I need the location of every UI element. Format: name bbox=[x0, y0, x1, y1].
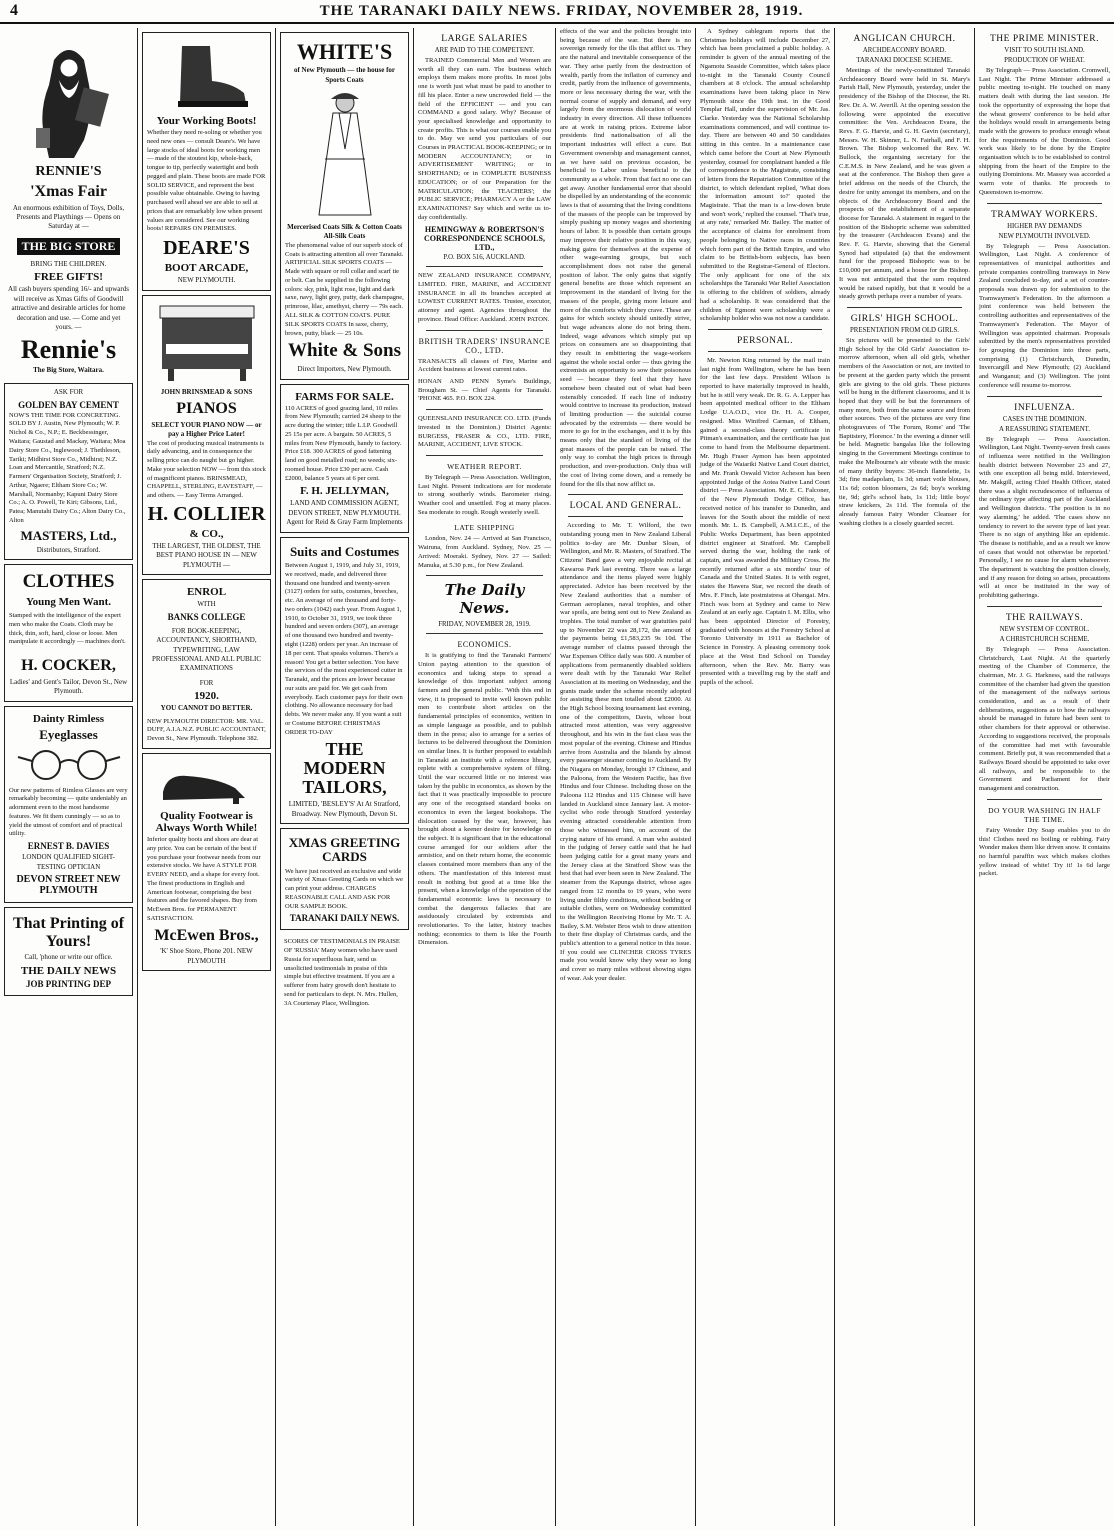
local-general-body: According to Mr. T. Wilford, the two outstanding young men in New Zealand Liberal politics to-day are Mr. Dunbar Sloan, of Wellington, and Mr. R. Masters, of Stratford. The Citizens' Band gave a very enjoyable recital at Kawaroa Park last evening. There was a large attendance and the items played were highly appreciated. Advice has been received by the New Zealand authorities that a number of German aeroplanes, naval trophies, and other war spoils, are being sent out to New Zealand as trophies. The total number of war gratuities paid up to November 22 was 28,172, the amount of the payments being £1,583,235 9s 10d. The average number of claims passed through the War Expenses Office daily was 600. A number of applications from permanently disabled soldiers were dealt with by the Taranaki War Relief Association at its meeting on Wednesday, and the grants made under the scheme recently adopted for assisting these men totalled about £2000. At the High School boxing tournament last evening, one of the competitors, Davis, whose bout attracted most attention, was very aggressive throughout, and his win in the fast class was the most popular of the evening. Chinese and Hindus arrive from Australia and the Islands by almost every passenger steamer coming to Auckland. By the Niagara on Monday, brought 17 Chinese, and the Paloona, from the Western Pacific, has five Hindus and four Chinese. Including those on the Paloona 112 Hindus and 115 Chinese will have landed in Auckland since January last. A motor-cyclist who rode through Stratford yesterday evening attracted considerable attention from those who witnessed him, on account of the crying nature of his errand. A man who assisted in the judging of Jersey cattle said that he had been judging cattle for a great many years and the Jersey class at the Stratford Show was the best that had ever been seen in New Zealand. The steamer from the Kapunga district, whose ages ranged from 12 months to 19 years, who were living under filthy conditions, without bedding or suitable clothes, were on Wednesday committed to the Wellington Receiving Home by Mr. T. A. Bailey, S.M. Webster Bros wish to draw attention to their fine display of Christmas cards, and the public's attention to a general notice in this issue. If you could see CLINCHER CROSS TYRES made you would know why they wear so long and cover so many miles without showing signs of wear. Ask your dealer. bbox=[560, 522, 691, 982]
clothes-body: Stamped with the intelligence of the expert men who make the Coats. Cloth may be thick, thin, soft, hard, close or loose. Men manipulate it accordingly — machines don't. bbox=[9, 611, 126, 646]
spectacles-icon bbox=[14, 747, 124, 783]
piano-ad bbox=[142, 295, 271, 576]
pianos-sub: SELECT YOUR PIANO NOW — or pay a Higher Price Later! bbox=[151, 420, 262, 439]
hemingway-sub: P.O. BOX 516, AUCKLAND. bbox=[443, 254, 526, 262]
enrol-title: ENROL bbox=[186, 586, 227, 599]
farms-title: FARMS FOR SALE. bbox=[295, 390, 394, 403]
washing-body: Fairy Wonder Dry Soap enables you to do this! Clothes need no boiling or rubbing. Fairy Wonder makes them like driven snow. It contains no harmful paraffin wax which makes clothes yellow instead of white! Try it! 1s 6d large packet. bbox=[979, 826, 1110, 878]
enrol-with: WITH bbox=[197, 600, 216, 609]
piano-icon bbox=[152, 304, 262, 384]
anglican-title: ANGLICAN CHURCH. bbox=[853, 34, 956, 44]
clothes-sub: Young Men Want. bbox=[25, 595, 112, 608]
printing-sub: Call, 'phone or write our office. bbox=[24, 953, 113, 962]
daily-news-label: THE DAILY NEWS bbox=[20, 964, 117, 977]
whites-location: Direct Importers, New Plymouth. bbox=[297, 365, 392, 374]
railways-body: By Telegraph — Press Association. Christchurch, Last Night. At the quarterly meeting of the Chamber of Commerce, the chairman, Mr. J. G. Harkness, said the railways committee of the chamber had given the question of the management of the railways serious consideration, and as a result of their deliberations, suggestions as to how the railways should be managed in future had been sent to other chambers for their approval or otherwise. According to suggestions received, the proposals of the committee had met with favourable comment. Briefly put, it was recommended that a Railways Board should be appointed to take over all railways, and be responsible to the Government and Parliament for their management and construction. bbox=[979, 645, 1110, 793]
diocese-title: TARANAKI DIOCESE SCHEME. bbox=[856, 57, 953, 64]
column-2 bbox=[138, 28, 276, 1526]
davies-sub: LONDON QUALIFIED SIGHT-TESTING OPTICIAN bbox=[22, 853, 115, 871]
banks-for: FOR bbox=[199, 678, 214, 687]
banks-body: FOR BOOK-KEEPING, ACCOUNTANCY, SHORTHAND, TYPEWRITING, LAW PROFESSIONAL AND ALL PUBLIC EXAMINATIONS bbox=[152, 626, 261, 673]
economics-continued: effects of the war and the policies brought into being because of the war. But there is no sovereign remedy for the ills that afflict us. They are the natural and inevitable consequence of the war. They arise partly from the destruction of wealth, partly from the inflation of currency and credit, partly from the influence of governments, more or less necessary during the war, with the normal course of supply and demand, and very largely from the enormous dislocation of world industry in every direction. All these influences are at work in raising prices. Extreme labor presidents find nationalisation of all the important industries will effect a cure. But Government ownership and management cannot, as we have said on previous occasion, be beneficial to Labor unless beneficial to the community as a whole. From that fact no one can get away. Another fundamental error that should be dispelled by an understanding of the economic laws is that of assuming that the living conditions of the masses of the people can be improved by simply pushing up money wages and shortening hours of labor. It is possible than certain groups may improve their relative position in this way, making gains for themselves at the expense of other wage-earning groups, but such accomplishment does not raise the general position of labor. The only gains that signify general benefits are those which represent an improvement in the standard of living for the masses of the people, giving more leisure and more of the comforts which they crave. These are gains for which society should unitedly strive, but wage advances alone do not bring them. Indeed, wage advances which simply put up prices on consumers are so disappointing that they result in embittering the wage-workers against the whole social order — thus giving the extremists an opportunity to sow their poisonous seed — because they feel that they have somehow been cheated out of what had been ostensibly conceded. If each line of industry would contrive to increase its production, instead of limiting production — the suicidal course advocated by the extremists — there would be more to go for in the exchanges, and it is by this means only that the standard of living of the great masses of the people can be raised. The only way to combat the high prices is through production, and over-production. Only thus will the cost of living come down, and a remedy be found for the ills that now afflict us. bbox=[560, 28, 691, 488]
mcewen-name: McEwen Bros., bbox=[154, 926, 259, 944]
tdn-label: TARANAKI DAILY NEWS. bbox=[289, 913, 400, 924]
whites-body: The phenomenal value of our superb stock of Coats is attracting attention all over Taranaki. ARTIFICIAL SILK SPORTS COATS — Made with square or roll collar and scarf tie or belt. Can be supplied in the following colors: sky, pink, light rose, light and dark saxe, navy, light grey, putty, dark champagne, primrose, lilac, amethyst, cherry — 79s each. ALL SILK & COTTON COATS. PURE SILK SPORTS COATS In saxe, cherry, brown, putty, black — 25 10s. bbox=[285, 241, 404, 337]
column-8 bbox=[975, 28, 1114, 1526]
banks-college-ad bbox=[142, 579, 271, 749]
santa-icon bbox=[24, 40, 114, 160]
column-4 bbox=[414, 28, 556, 1526]
brinsmead-sign: JOHN BRINSMEAD & SONS bbox=[160, 387, 253, 396]
russia-body: SCORES OF TESTIMONIALS IN PRAISE OF 'RUSSIA' Many women who have used Russia for superfluous hair, send us unsolicited testimonials in praise of this simple but effective treatment. If you are a sufferer from hairy growth don't hesitate to send for particulars to dept. N. Mrs. Hullen, 3A Courtenay Place, Wellington. bbox=[284, 938, 400, 1007]
newspaper-title: THE TARANAKI DAILY NEWS. FRIDAY, NOVEMBER 28, 1919. bbox=[319, 2, 804, 19]
washing-title: DO YOUR WASHING IN HALF THE TIME. bbox=[988, 805, 1101, 824]
pm-sub: VISIT TO SOUTH ISLAND. bbox=[1004, 47, 1085, 54]
footwear-title: Quality Footwear is Always Worth While! bbox=[155, 810, 258, 834]
railways-sub2: A CHRISTCHURCH SCHEME. bbox=[999, 635, 1090, 643]
footwear-ad bbox=[142, 753, 271, 971]
influenza-sub2: A REASSURING STATEMENT. bbox=[999, 425, 1090, 433]
rennies-location: The Big Store, Waitara. bbox=[33, 365, 104, 374]
masthead bbox=[0, 0, 1114, 24]
banks-cant: YOU CANNOT DO BETTER. bbox=[160, 704, 253, 713]
deares-location: NEW PLYMOUTH. bbox=[177, 276, 236, 285]
influenza-title: INFLUENZA. bbox=[1014, 402, 1075, 413]
daily-news-gothic-title: The Daily News. bbox=[444, 581, 525, 618]
girls-high-body: Six pictures will be presented to the Girls' High School by the Old Girls' Association to-morrow afternoon, when all old girls, whether members of the Association or not, are invited to be present at the garden party which the present girls are giving to the old girls. These pictures will be hung in the different classrooms, and it is hoped that they will be but the forerunners of many more, both from the same source and from other sources. Two of the pictures are very fine photogravures of 'The Forum, Rome' and 'The Baptistery, Florence.' In the evening a dinner will be held. Magnetic bangalas like the following singing in the Government Meetings continue to make the Melbourne's air vibrate with the music of many thrifty buyers: 36-inch flannelette, 1s 3d; fine madapolam, 1s 3d; smart voile blouses, 11s 6d; cotton bloomers, 2s 6d; boy's working tie, 9d; girl's school hats, 1s 11d; little boys' straw knickers, 2s 11d. The formula of the already famous Fairy Wonder Cleanser for washing clothes is a closely guarded secret. bbox=[839, 336, 970, 527]
influenza-sub: CASES IN THE DOMINION. bbox=[1002, 415, 1087, 423]
railways-title: THE RAILWAYS. bbox=[1005, 612, 1084, 623]
column-7 bbox=[835, 28, 975, 1526]
cement-ad bbox=[4, 383, 133, 560]
shoe-icon bbox=[157, 762, 257, 806]
devon-street: DEVON STREET NEW PLYMOUTH bbox=[16, 873, 121, 896]
shipping-title: LATE SHIPPING bbox=[454, 523, 515, 533]
influenza-body: By Telegraph — Press Association. Wellington, Last Night. Twenty-seven fresh cases of influenza were notified in the Wellington health district between November 23 and 27, with one exception all being mild. Interviewed, Mr. Makgill, acting Chief Health Officer, stated there was a slight recrudescence of influenza of the ordinary type affecting part of the Auckland and Wellington districts. 'The position is in no way alarming,' he added. 'The cases show no tendency to revert to the severe type of last year. There is no sign of anything like an epidemic. The disease is notifiable, and as a result we know of cases that would not otherwise be reported.' Personally, I see no cause for alarm whatsoever. The department is watching the position closely, and if any reason for doing so arises, precautions will at once be instituted in the way of prohibiting gatherings. bbox=[979, 435, 1110, 600]
british-traders-body: TRANSACTS all classes of Fire, Marine and Accident business at lowest current rates. bbox=[418, 357, 551, 374]
eyeglasses-body: Our new patterns of Rimless Glasses are very remarkably becoming — quite undeniably an adornment even to the most handsome features. We fit them cunningly — so as to yield the utmost of comfort and of practical utility. bbox=[9, 786, 128, 838]
cocker-sub: Ladies' and Gent's Tailor, Devon St., New Plymouth. bbox=[9, 677, 128, 696]
eyeglasses-ad bbox=[4, 706, 133, 903]
salaries-sub: ARE PAID TO THE COMPETENT. bbox=[434, 47, 535, 54]
whites-ad bbox=[280, 32, 409, 380]
british-traders-title: BRITISH TRADERS' INSURANCE CO., LTD. bbox=[418, 336, 551, 355]
girls-high-sub: PRESENTATION FROM OLD GIRLS. bbox=[850, 326, 959, 334]
woman-coat-illustration bbox=[305, 89, 385, 219]
whites-big: White & Sons bbox=[288, 340, 401, 362]
davies-name: ERNEST B. DAVIES bbox=[27, 841, 110, 852]
pianos-title: PIANOS bbox=[176, 400, 237, 418]
job-printing-label: JOB PRINTING DEP bbox=[25, 978, 111, 989]
rennies-xmas-fair: 'Xmas Fair bbox=[30, 183, 107, 200]
rennies-bring: BRING THE CHILDREN. bbox=[30, 259, 107, 268]
jellyman-sub: LAND AND COMMISSION AGENT, DEVON STREET, NEW PLYMOUTH. Agent for Reid & Gray Farm Implements bbox=[286, 499, 403, 527]
deares-name: DEARE'S bbox=[163, 237, 250, 260]
cement-body: NOW'S THE TIME FOR CONCRETING. SOLD BY J. Austin, New Plymouth; W. P. Nichol & Co., N.P.; E. Beckbessinger, Waitara; Gaustad and Mackay, Waitara; Moa Dairy Store Co., Inglewood; J. Thethleson, Tariki; Midhirst Store Co., Midhirst; N.Z. Loan and Mercantile, Stratford; N.Z. Farmers' Organisation Society, Stratford; J. Arthur, Ngaere; Eltham Store Co.; W. Marshall, Normanby; Kapuni Dairy Store Co.; A. O. Powell, Te Kiri; Gibsons, Ltd., Patea; Manutahi Dairy Co.; Alton Dairy Co., Alton bbox=[9, 411, 126, 524]
printing-title: That Printing of Yours! bbox=[12, 914, 125, 950]
banks-college-name: BANKS COLLEGE bbox=[167, 611, 246, 622]
personal-title: PERSONAL. bbox=[737, 335, 793, 346]
collier-name: H. COLLIER bbox=[147, 502, 266, 525]
suits-title: Suits and Costumes bbox=[289, 543, 400, 559]
tramway-sub2: NEW PLYMOUTH INVOLVED. bbox=[998, 232, 1091, 240]
salaries-body: TRAINED Commercial Men and Women are worth all they can earn. The business which employs them makes more profits. In most jobs one is worth just what must be paid to another to fill his place. Enter a new uncrowded field — the field of the EFFICIENT — and you can COMMAND a good salary. Why? Because of your specialised knowledge and opportunity to create profits. This is what our courses enable you to do. May we send you particulars of our Courses in PRACTICAL BOOK-KEEPING; or in MODERN ACCOUNTANCY; or in ADVERTISEMENT WRITING; or in SHORTHAND; or in COMPLETE BUSINESS EDUCATION; or of our Preparation for the MATRICULATION; the TEACHERS'; the PUBLIC SERVICE; PHARMACY A or the LAW EXAMINATIONS? Say which and write us to-day confidentially. bbox=[418, 57, 551, 221]
clothes-title: CLOTHES bbox=[22, 571, 115, 593]
duff-director: NEW PLYMOUTH DIRECTOR: MR. VAL. DUFF, A.I.A.N.Z. PUBLIC ACCOUNTANT, Devon St., New Plymouth. Telephone 382. bbox=[147, 717, 266, 743]
queensland-insurance: QUEENSLAND INSURANCE CO. LTD. (Funds invested in the Dominion.) District Agents: BURGESS, FRASER & CO., LTD. FIRE, MARINE, ACCIDENT, LIVE STOCK. bbox=[418, 415, 551, 449]
anglican-body: Meetings of the newly-constituted Taranaki Archdeaconry Board were held in St. Mary's Parish Hall, New Plymouth, yesterday, under the presidency of the Bishop of the Diocese, the Rt. Rev. Dr. A. W. Averill. At the opening session the following were appointed the executive committee: the Ven. Archdeacon Evans, the Revs. F. G. Harvie, and G. H. Gavin (secretary), Messrs. W. H. Skinner, L. N. Fairhall, and F. H. Brown. The Bishop welcomed the Rev. W. Bullock, the organising secretary for the C.E.M.S. in New Zealand, and he was given a seat at the conference. The Bishop then gave a brief address on the needs of the Church, the desire for unity amongst its members, and on the objects of the Archdeaconry Board and the prospects of the establishment of a separate diocese for Taranaki. A statement in regard to the position of the Bishopric scheme was submitted by the treasurer (Archdeacon Evans) and the Rev. F. G. Harvie, showing that the General Synod had stipulated (a) that the endowment fund for the proposed Bishopric was to be £10,000 per annum, and a house for the Bishop. It was not anticipated that the sum required would be raised rapidly, but that it would be a steady growth perhaps over a number of years. bbox=[839, 67, 970, 301]
cement-title: GOLDEN BAY CEMENT bbox=[18, 399, 119, 410]
rennies-ad bbox=[4, 32, 133, 379]
cement-ask: ASK FOR bbox=[53, 388, 84, 397]
tramway-sub: HIGHER PAY DEMANDS bbox=[1007, 222, 1082, 230]
girls-high-title: GIRLS' HIGH SCHOOL. bbox=[850, 313, 959, 324]
deares-sub: BOOT ARCADE, bbox=[164, 262, 249, 275]
pianos-body: The cost of producing musical instruments is daily advancing, and in consequence the selling price can do naught but go higher. Make your selection NOW — from this stock of magnificent pianos. BRINSMEAD, CHAPPELL, STERLING, EAVESTAFF, — and others. — Easy Terms Arranged. bbox=[147, 439, 266, 500]
nz-insurance: NEW ZEALAND INSURANCE COMPANY, LIMITED. FIRE, MARINE, and ACCIDENT INSURANCE in all its branches accepted at LOWEST CURRENT RATES. Trustee, executor, attorney and agent. Agencies throughout the province. Head Office: Auckland. JOHN PATON. bbox=[418, 272, 551, 323]
daily-news-date: FRIDAY, NOVEMBER 28, 1919. bbox=[438, 621, 531, 629]
local-general-title: LOCAL AND GENERAL. bbox=[569, 501, 682, 512]
jellyman-name: F. H. JELLYMAN, bbox=[300, 485, 389, 498]
mcewen-sub: 'K' Shoe Store, Phone 201. NEW PLYMOUTH bbox=[160, 947, 253, 965]
whites-title: WHITE'S bbox=[296, 39, 393, 64]
rennies-body: An enormous exhibition of Toys, Dolls, Presents and Playthings — Opens on Saturday at — bbox=[12, 203, 125, 231]
suits-body: Between August 1, 1919, and July 31, 1919, we received, made, and delivered three thousand one hundred and twenty-seven (3127) orders for suits, costumes, breeches, etc. An average of one thousand and forty-two orders (1042) each year. From August 1, 1910, to October 31, 1919, we took three hundred and seven orders (307), an average of one thousand two hundred and twenty-eight (1228) orders per year. An increase of 18 per cent. That speaks volumes. There's a reason! You get a better selection. You have the services of the most experienced cutter in Taranaki, and the prices are lower because our suits are paid for. We get cash from everybody. Each customer pays for their own clothing. No allowance necessary for bad debts. We never make any. If you want a suit or Costume BEFORE CHRISTMAS ORDER TO-DAY bbox=[285, 562, 403, 736]
column-1 bbox=[0, 28, 138, 1526]
boots-body: Whether they need re-soling or whether you need new ones — consult Deare's. We have large stocks of ideal boots for working men — made of the stoutest kip, whole-back, tongue to tip, perfectly watertight and both pegged and plain. These boots are made FOR SOLID SERVICE, and represent the best possible value obtainable. Owing to having purchased well ahead we are able to sell at prices that are remarkably low when present values are considered. See our working boots! REPAIRS ON PREMISES. bbox=[147, 129, 266, 233]
column-3 bbox=[276, 28, 414, 1526]
archdeaconry-title: ARCHDEACONRY BOARD. bbox=[862, 47, 947, 54]
farms-body: 110 ACRES of good grazing land, 10 miles from New Plymouth; carried 24 sheep to the acre during the winter; title L.I.P. Goodwill 25 15s per acre. A bargain. 50 ACRES, 5 miles from New Plymouth, handy to factory. Price £18. 300 ACRES of good fattening land on good metalled road; no weeds; six-roomed house. Price £30 per acre. Cash £2000, balance 5 years at 6 per cent. bbox=[285, 404, 402, 482]
suits-ad bbox=[280, 537, 409, 824]
banks-year: 1920. bbox=[194, 690, 219, 703]
dainty-title: Dainty Rimless bbox=[32, 712, 105, 725]
xmas-body: We have just received an exclusive and wide variety of Xmas Greeting Cards on which we can print your address. CHARGES REASONABLE CALL AND ASK FOR OUR SAMPLE BOOK. bbox=[285, 867, 403, 910]
boots-ad bbox=[142, 32, 271, 291]
collier-co: & CO., bbox=[189, 527, 224, 540]
modern-tailors: THE MODERN TAILORS, bbox=[302, 739, 387, 798]
masters-name: MASTERS, Ltd., bbox=[20, 527, 117, 543]
farms-ad bbox=[280, 384, 409, 533]
masters-sub: Distributors, Stratford. bbox=[36, 545, 101, 554]
shipping-body: London, Nov. 24 — Arrived at San Francisco, Wairuna, from Auckland. Sydney, Nov. 25 — Arrived: Moeraki. Sydney, Nov. 27 — Sailed: Manuka, at 5.30 p.m., for New Zealand. bbox=[418, 535, 551, 569]
british-traders-agents: HONAN AND PENN Syme's Buildings, Brougham St. — Chief Agents for Taranaki. 'PHONE 465. P.O. BOX 224. bbox=[418, 377, 551, 403]
pm-body: By Telegraph — Press Association. Cromwell, Last Night. The Prime Minister addressed a public meeting to-night. He touched on many matters dealt with during the last session. He took the opportunity of expressing the hope that the wheat growers' conference to be held after the holidays would result in arrangements being made with the growers to produce enough wheat for the requirements of the Dominion. Good work was likely to be done by the Empire organisation which is to be established to control shipping from the heart of the Empire to the outlying Dominions. Mr. Massey was accorded a warm vote of thanks. He proceeds to Queenstown to-morrow. bbox=[979, 67, 1110, 196]
column-6 bbox=[696, 28, 835, 1526]
xmas-title: XMAS GREETING CARDS bbox=[288, 834, 401, 865]
whites-sub: of New Plymouth — the house for Sports Coats bbox=[293, 66, 396, 84]
clothes-ad bbox=[4, 564, 133, 701]
hemingway-name: HEMINGWAY & ROBERTSON'S CORRESPONDENCE SCHOOLS, LTD., bbox=[424, 225, 545, 253]
economics-title: ECONOMICS. bbox=[457, 640, 512, 650]
rennies-title: RENNIE'S bbox=[35, 164, 102, 179]
eyeglasses-title: Eyeglasses bbox=[39, 726, 98, 742]
printing-ad bbox=[4, 907, 133, 996]
weather-title: WEATHER REPORT. bbox=[447, 461, 522, 471]
weather-body: By Telegraph — Press Association. Wellington, Last Night. Present indications are for moderate to strong southerly winds. Barometer rising. Weather cool and unsettled. Fog at many places. Sea moderate to rough. Rough westerly swell. bbox=[418, 473, 551, 516]
boot-icon bbox=[162, 41, 252, 111]
whites-items: Mercerised Coats Silk & Cotton Coats All-Silk Coats bbox=[287, 222, 402, 241]
economics-body: It is gratifying to find the Taranaki Farmers' Union paying attention to the question of economics and taking steps to spread a knowledge of this important subject among farmers and the general public. 'With this end in view, it is proposed to invite well known public men to contribute short articles on the fundamental principles of economics, written in as simple language as possible, and to publish them in the press; also to arrange for a series of lectures to be delivered throughout the Dominion on similar lines. It is further proposed to establish in Taranaki an institute with a reference library, replete with a comprehensive system of filing. Until the war occurred little or no interest was taken by the public in economics, as shown by the fact that it was practically impossible to procure any one of the recognised standard books on economics in even the largest bookshops. The dislocation caused by the war, however, has brought about a keener desire for knowledge on the subject. It is significant that in the educational course arranged for our soldiers after the armistice, and on their return home, the economic classes contained more members than any of the others. The manifestation of this interest must result in nothing but good at a time like the present, when a knowledge of the operation of the fundamental economic laws is necessary to combat the dangerous fallacies that are assiduously circulated by extremists and revolutionaries. To the latter, history teaches nothing; economics to them is like the Fourth Dimension. bbox=[418, 652, 551, 947]
salaries-title: LARGE SALARIES bbox=[441, 34, 528, 44]
boots-title: Your Working Boots! bbox=[156, 115, 257, 127]
cocker-name: H. COCKER, bbox=[21, 657, 116, 675]
free-gifts-body: All cash buyers spending 16/- and upwards will receive as Xmas Gifts of Goodwill attractive and desirable articles for home decoration and use. — Come and yet yours. — bbox=[8, 285, 129, 332]
page-number: 4 bbox=[10, 2, 19, 19]
russia-ad bbox=[280, 934, 409, 1012]
collier-sub: THE LARGEST, THE OLDEST, THE BEST PIANO HOUSE IN — NEW PLYMOUTH — bbox=[152, 541, 261, 569]
footwear-body: Inferior quality boots and shoes are dear at any price. You can be certain of the best if you purchase your footwear needs from our extensive stocks. We have A STYLE FOR EVERY NEED, and a shape for every foot. The finest productions in English and American footwear, comprising the best features and the favored shapes. Buy from McEwen Bros. for PERMANENT SATISFACTION. bbox=[147, 836, 261, 922]
modern-sub: LIMITED, 'BESLEY'S' At At Stratford, Broadway. New Plymouth, Devon St. bbox=[288, 800, 401, 818]
pm-sub2: PRODUCTION OF WHEAT. bbox=[1004, 57, 1085, 64]
tramway-body: By Telegraph — Press Association. Wellington, Last Night. A conference of representatives of municipal authorities and private companies controlling tramways in New Zealand concluded to-day, and a set of counter-proposals was drawn up for submission to the Tramwaymen's Federation. In the afternoon a joint conference was held between the controlling authorities and representatives of the Tramwaymen's Federation. The Mayor of Wellington was appointed chairman. Proposals submitted by the men's representatives provided for grouping the Dominion into three parts, comprising (1) Christchurch, Dunedin, Invercargill and New Plymouth; (2) Auckland and Wanganui; and (3) Wellington. The joint conference will resume to-morrow. bbox=[979, 242, 1110, 389]
column-5 bbox=[556, 28, 696, 1526]
news-items-top: A Sydney cablegram reports that the Christmas holidays will include December 27, which has been proclaimed a public holiday. A reminder is given of the annual meeting of the Ngamotu Seaside Committee, which takes place to-night in the Taranaki County Council chambers at 8 o'clock. The annual scholarship examinations have been taking place in New Plymouth since the 19th inst. in the Good Templar Hall, under the supervision of Mr. Jas. Clarke. Yesterday was the National Scholarship examinations commenced, and will continue to-day. There are between 40 and 50 candidates sitting in this centre. In a maintenance case which came before the Court at New Plymouth yesterday, counsel for complainant handed a file of correspondence to the Magistrate, consisting of letters from the Repatriation Committee of the district, to which defendant replied, 'What does the information amount to?' quoted the Magistrate. 'That the man is a low-down brute and won't work,' replied the counsel. 'That's true, at any rate,' remarked Mr. Bailey. The matter of the acceptance of claims for enrolment from people belonging to Native races in countries which form part of the British Empire, and who claim to be British-born subjects, has been submitted to the Registrar-General of Electors. The only applicant for one of the six scholarships the Taranaki War Relief Association is offering to the children of soldiers, already had a scholarship. It was considered that the children of Egmont were scholarship were a scholarship holder who was not now a candidate. bbox=[700, 28, 830, 323]
pm-title: THE PRIME MINISTER. bbox=[990, 34, 1099, 44]
big-store-logo: THE BIG STORE bbox=[17, 238, 121, 255]
rennies-big: Rennie's bbox=[20, 334, 117, 364]
xmas-cards-ad bbox=[280, 828, 409, 930]
railways-sub: NEW SYSTEM OF CONTROL. bbox=[999, 625, 1090, 633]
free-gifts: FREE GIFTS! bbox=[34, 271, 103, 284]
tramway-title: TRAMWAY WORKERS. bbox=[991, 209, 1098, 220]
personal-body: Mr. Newton King returned by the mail train last night from Wellington, where he has been for the last few days. President Wilson is reported to have materially improved in health, but he is still very weak. Dr. R. G. A. Lepper has been appointed medical officer to the Eltham Lodge U.A.O.D., vice Dr. H. A. Cooper, resigned. Miss Winifred Carman, of Eltham, gained a second-class theory certificate in Pitman's examination, and the certificate has just come to hand from the Melbourne department. Mr. Hugh Fraser Aymon has been appointed judge of the Waiariki Native Land Court district, and Mr. Frank Oswald Victor Acheson has been appointed Judge of the Aotea Native Land Court district — Press Association. Mr. E. C. Falconer, of the New Plymouth Dodge Office, has received notice of his transfer to Dunedin, and leaves for the South about the middle of next month. Mr. L. B. Campbell, A.M.I.C.E., of the Public Works Department, has been appointed district engineer at Stratford. Mr. Campbell served during the war, holding the rank of captain, and was awarded the Military Cross. He recently returned after a six months' tour of Canada and the United States. It is with regret, states the Hawera Star, we record the death of Mrs. F. Finch, late postmistress at Ohangai. Mrs. Finch was born at Sydney and came to New Zealand at an early age. Captain I. M. Ellis, who has been appointed Director of Forestry, graduated with honours at the Forestry School at Toronto University in 1911 as Bachelor of Science in Forestry. A pleasing ceremony took place at the West End School on Tuesday afternoon, when the Rev. Mr. Barry was presented with a travelling rug by the staff and pupils of the school. bbox=[700, 356, 830, 686]
